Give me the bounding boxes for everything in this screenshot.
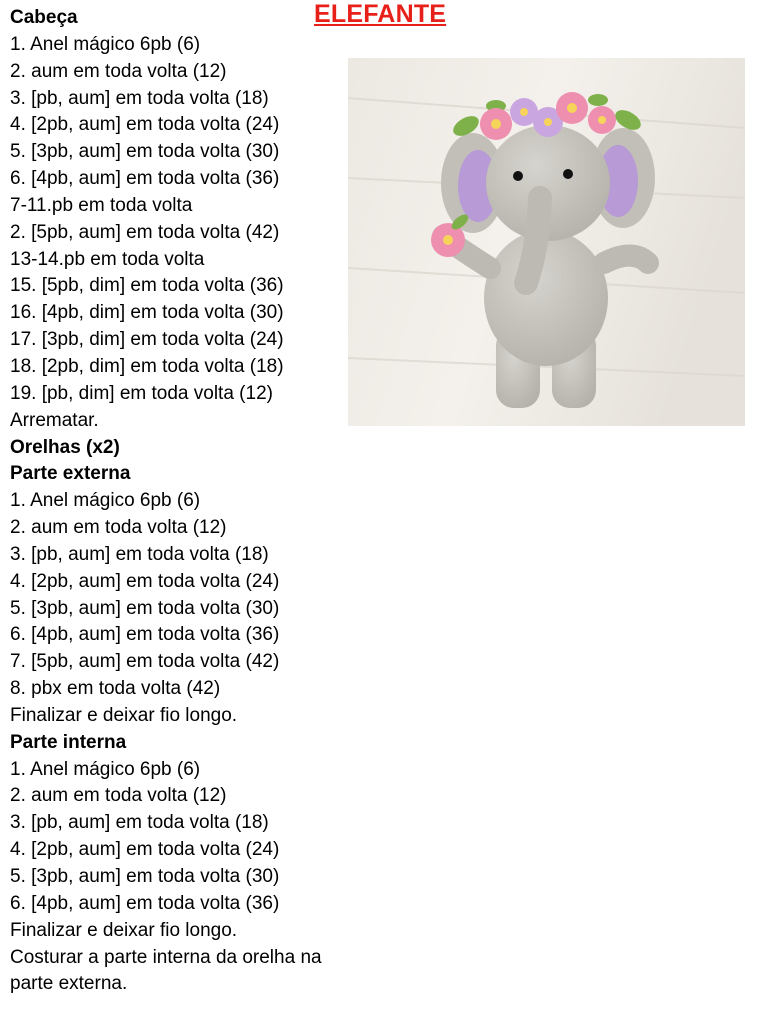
pattern-line: 2. aum em toda volta (12): [10, 785, 227, 807]
pattern-line: 18. [2pb, dim] em toda volta (18): [10, 355, 284, 377]
pattern-line: 5. [3pb, aum] em toda volta (30): [10, 866, 280, 887]
pattern-line: 5. [3pb, aum] em toda volta (30): [10, 141, 280, 163]
pattern-line: 2. [5pb, aum] em toda volta (42): [10, 221, 280, 243]
pattern-line: 17. [3pb, dim] em toda volta (24): [10, 329, 284, 351]
pattern-line: 6. [4pb, aum] em toda volta (36): [10, 168, 280, 190]
pattern-line: 8. pbx em toda volta (42): [10, 678, 221, 700]
elephant-amigurumi-image: [348, 58, 745, 426]
pattern-line: 19. [pb, dim] em toda volta (12): [10, 382, 273, 404]
pattern-line: 2. aum em toda volta (12): [10, 60, 227, 82]
section-heading: Orelhas (x2): [10, 436, 120, 458]
pattern-line: parte externa.: [10, 973, 128, 995]
pattern-line: 5. [3pb, aum] em toda volta (30): [10, 597, 280, 619]
pattern-line: 3. [pb, aum] em toda volta (18): [10, 543, 269, 565]
pattern-line: 7-11.pb em toda volta: [10, 194, 193, 216]
pattern-line: 7. [5pb, aum] em toda volta (42): [10, 651, 280, 673]
pattern-line: 1. Anel mágico 6pb (6): [10, 33, 201, 55]
pattern-line: 1. Anel mágico 6pb (6): [10, 490, 201, 512]
pattern-text-column: [10, 5, 390, 998]
pattern-line: 1. Anel mágico 6pb (6): [10, 758, 201, 780]
pattern-line: 13-14.pb em toda volta: [10, 248, 205, 270]
pattern-line: Arrematar.: [10, 409, 99, 431]
elephant-photo: [348, 58, 745, 426]
pattern-line: Finalizar e deixar fio longo.: [10, 919, 238, 941]
pattern-line: 3. [pb, aum] em toda volta (18): [10, 87, 269, 109]
pattern-line: 2. aum em toda volta (12): [10, 517, 227, 539]
section-heading: Parte interna: [10, 731, 127, 753]
pattern-line: 16. [4pb, dim] em toda volta (30): [10, 302, 284, 324]
pattern-line: 15. [5pb, dim] em toda volta (36): [10, 275, 284, 297]
pattern-line: 3. [pb, aum] em toda volta (18): [10, 812, 269, 834]
page-title: ELEFANTE: [314, 0, 447, 28]
pattern-line: 4. [2pb, aum] em toda volta (24): [10, 839, 280, 861]
pattern-line: 4. [2pb, aum] em toda volta (24): [10, 570, 280, 592]
section-heading: Parte externa: [10, 463, 131, 485]
pattern-line: 6. [4pb, aum] em toda volta (36): [10, 892, 280, 914]
pattern-line: Costurar a parte interna da orelha na: [10, 946, 322, 968]
pattern-line: Finalizar e deixar fio longo.: [10, 704, 238, 726]
section-heading: Cabeça: [10, 7, 78, 28]
pattern-line: 4. [2pb, aum] em toda volta (24): [10, 114, 280, 136]
pattern-line: 6. [4pb, aum] em toda volta (36): [10, 624, 280, 646]
